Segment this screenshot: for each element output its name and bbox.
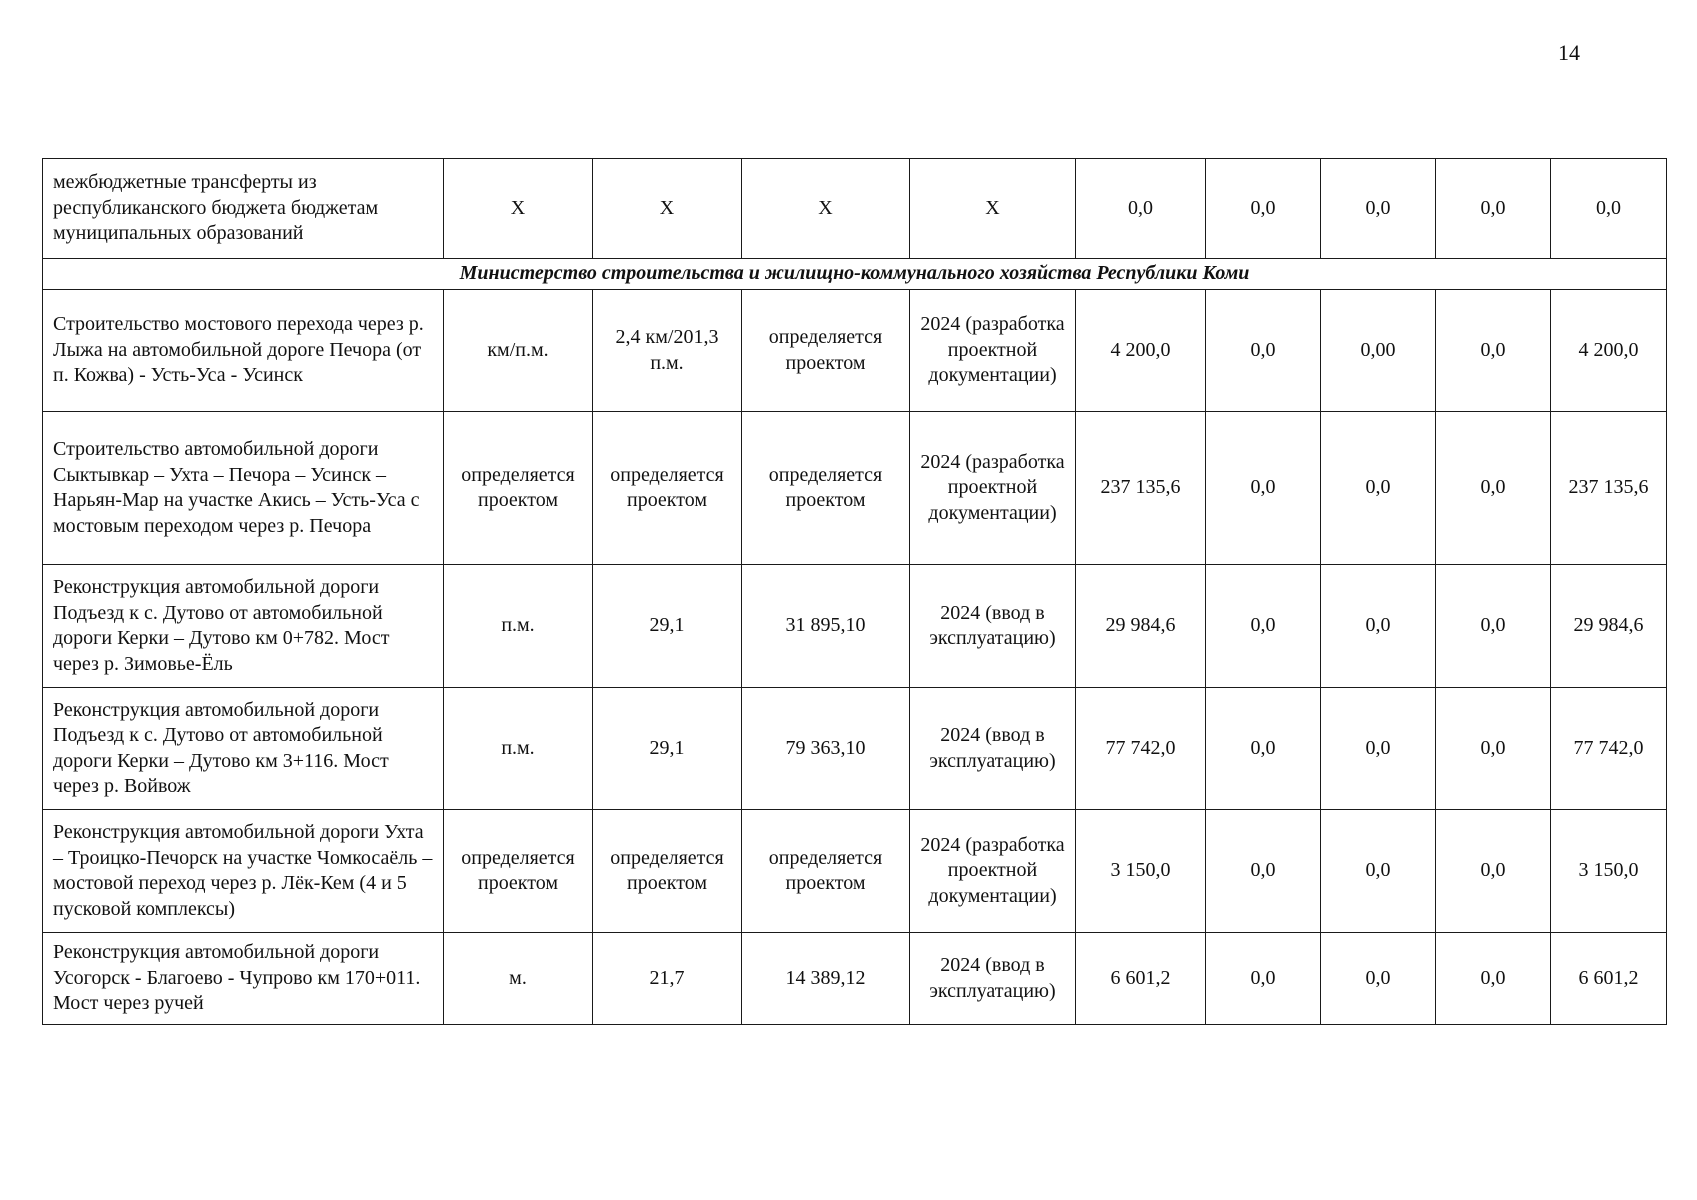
row-name-cell: Реконструкция автомобильной дороги Подъезд к с. Дутово от автомобильной дороги Керки – Дутово км 3+116. Мост через р. Войвож bbox=[43, 688, 444, 810]
amount-cell: 0,0 bbox=[1321, 688, 1436, 810]
amount-cell: 4 200,0 bbox=[1076, 290, 1206, 412]
table-row-transfers bbox=[43, 159, 1667, 259]
deadline-cell: 2024 (ввод в эксплуатацию) bbox=[910, 933, 1076, 1025]
amount-cell: 0,0 bbox=[1206, 159, 1321, 259]
table-row bbox=[43, 565, 1667, 688]
row-name-cell: Строительство автомобильной дороги Сыктывкар – Ухта – Печора – Усинск – Нарьян-Мар на участке Акись – Усть-Уса с мостовым переходом через р. Печора bbox=[43, 412, 444, 565]
cost-cell: 14 389,12 bbox=[742, 933, 910, 1025]
cost-cell: Х bbox=[742, 159, 910, 259]
quantity-cell: 2,4 км/201,3 п.м. bbox=[593, 290, 742, 412]
deadline-cell: Х bbox=[910, 159, 1076, 259]
amount-cell: 0,0 bbox=[1436, 688, 1551, 810]
amount-cell: 0,0 bbox=[1321, 810, 1436, 933]
unit-cell: п.м. bbox=[444, 688, 593, 810]
unit-cell: п.м. bbox=[444, 565, 593, 688]
amount-cell: 0,0 bbox=[1321, 412, 1436, 565]
total-cell: 237 135,6 bbox=[1551, 412, 1667, 565]
amount-cell: 6 601,2 bbox=[1076, 933, 1206, 1025]
total-cell: 0,0 bbox=[1551, 159, 1667, 259]
amount-cell: 3 150,0 bbox=[1076, 810, 1206, 933]
amount-cell: 0,0 bbox=[1436, 565, 1551, 688]
cost-cell: 79 363,10 bbox=[742, 688, 910, 810]
table-row bbox=[43, 933, 1667, 1025]
amount-cell: 0,00 bbox=[1321, 290, 1436, 412]
quantity-cell: Х bbox=[593, 159, 742, 259]
deadline-cell: 2024 (ввод в эксплуатацию) bbox=[910, 565, 1076, 688]
unit-cell: определяется проектом bbox=[444, 412, 593, 565]
budget-table bbox=[42, 158, 1667, 1025]
deadline-cell: 2024 (ввод в эксплуатацию) bbox=[910, 688, 1076, 810]
amount-cell: 0,0 bbox=[1321, 565, 1436, 688]
deadline-cell: 2024 (разработка проектной документации) bbox=[910, 290, 1076, 412]
quantity-cell: 29,1 bbox=[593, 565, 742, 688]
section-title: Министерство строительства и жилищно-коммунального хозяйства Республики Коми bbox=[43, 259, 1667, 290]
table-row bbox=[43, 688, 1667, 810]
unit-cell: м. bbox=[444, 933, 593, 1025]
amount-cell: 77 742,0 bbox=[1076, 688, 1206, 810]
page-number: 14 bbox=[1558, 40, 1580, 65]
cost-cell: определяется проектом bbox=[742, 412, 910, 565]
table-row bbox=[43, 290, 1667, 412]
total-cell: 3 150,0 bbox=[1551, 810, 1667, 933]
table-row bbox=[43, 412, 1667, 565]
cost-cell: определяется проектом bbox=[742, 290, 910, 412]
total-cell: 6 601,2 bbox=[1551, 933, 1667, 1025]
total-cell: 4 200,0 bbox=[1551, 290, 1667, 412]
amount-cell: 29 984,6 bbox=[1076, 565, 1206, 688]
amount-cell: 237 135,6 bbox=[1076, 412, 1206, 565]
row-name-cell: межбюджетные трансферты из республиканского бюджета бюджетам муниципальных образований bbox=[43, 159, 444, 259]
amount-cell: 0,0 bbox=[1206, 290, 1321, 412]
unit-cell: Х bbox=[444, 159, 593, 259]
quantity-cell: определяется проектом bbox=[593, 412, 742, 565]
amount-cell: 0,0 bbox=[1206, 565, 1321, 688]
cost-cell: 31 895,10 bbox=[742, 565, 910, 688]
amount-cell: 0,0 bbox=[1206, 688, 1321, 810]
amount-cell: 0,0 bbox=[1206, 810, 1321, 933]
row-name-cell: Реконструкция автомобильной дороги Ухта – Троицко-Печорск на участке Чомкосаёль – мостовой переход через р. Лёк-Кем (4 и 5 пусковой комплексы) bbox=[43, 810, 444, 933]
amount-cell: 0,0 bbox=[1436, 933, 1551, 1025]
row-name-cell: Реконструкция автомобильной дороги Усогорск - Благоево - Чупрово км 170+011. Мост через ручей bbox=[43, 933, 444, 1025]
amount-cell: 0,0 bbox=[1321, 933, 1436, 1025]
amount-cell: 0,0 bbox=[1436, 810, 1551, 933]
amount-cell: 0,0 bbox=[1436, 412, 1551, 565]
unit-cell: определяется проектом bbox=[444, 810, 593, 933]
row-name-cell: Строительство мостового перехода через р. Лыжа на автомобильной дороге Печора (от п. Кожва) - Усть-Уса - Усинск bbox=[43, 290, 444, 412]
deadline-cell: 2024 (разработка проектной документации) bbox=[910, 810, 1076, 933]
amount-cell: 0,0 bbox=[1206, 412, 1321, 565]
amount-cell: 0,0 bbox=[1436, 290, 1551, 412]
amount-cell: 0,0 bbox=[1436, 159, 1551, 259]
table-row bbox=[43, 810, 1667, 933]
cost-cell: определяется проектом bbox=[742, 810, 910, 933]
quantity-cell: 29,1 bbox=[593, 688, 742, 810]
total-cell: 29 984,6 bbox=[1551, 565, 1667, 688]
unit-cell: км/п.м. bbox=[444, 290, 593, 412]
quantity-cell: 21,7 bbox=[593, 933, 742, 1025]
section-header-row bbox=[43, 259, 1667, 290]
amount-cell: 0,0 bbox=[1076, 159, 1206, 259]
quantity-cell: определяется проектом bbox=[593, 810, 742, 933]
deadline-cell: 2024 (разработка проектной документации) bbox=[910, 412, 1076, 565]
amount-cell: 0,0 bbox=[1321, 159, 1436, 259]
amount-cell: 0,0 bbox=[1206, 933, 1321, 1025]
total-cell: 77 742,0 bbox=[1551, 688, 1667, 810]
row-name-cell: Реконструкция автомобильной дороги Подъезд к с. Дутово от автомобильной дороги Керки – Дутово км 0+782. Мост через р. Зимовье-Ёль bbox=[43, 565, 444, 688]
